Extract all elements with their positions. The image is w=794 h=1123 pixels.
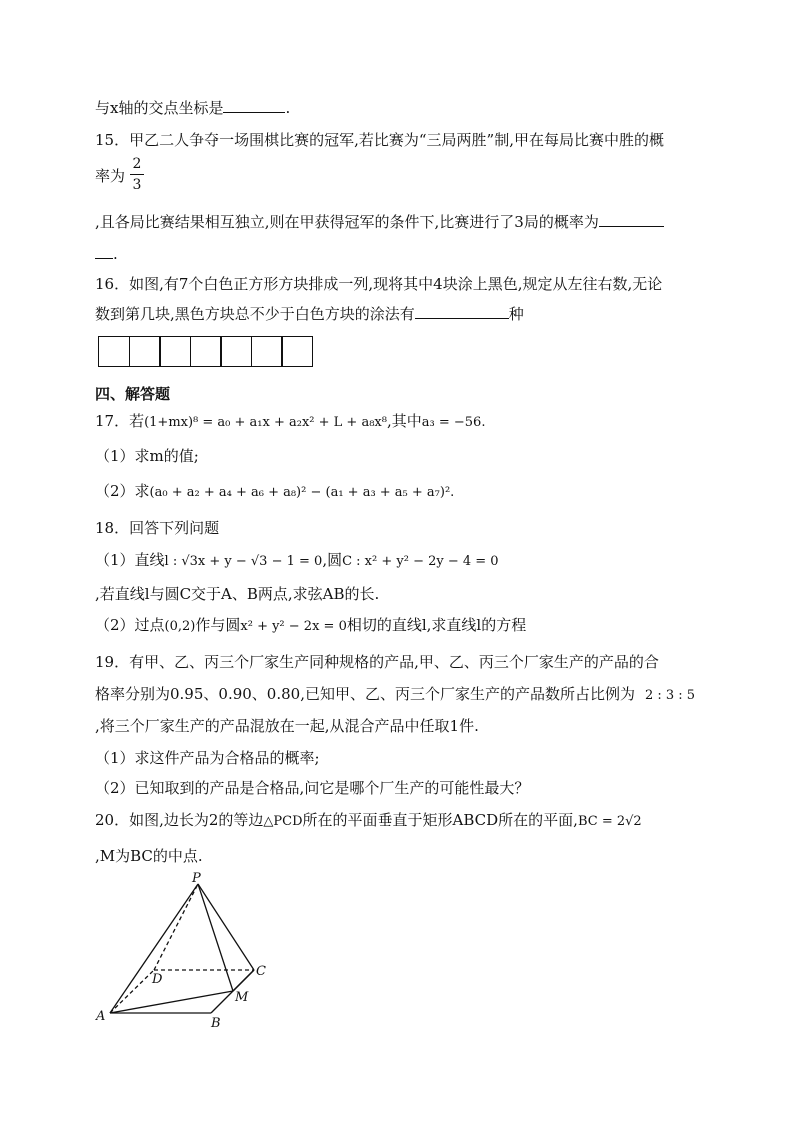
label-p: P	[192, 871, 201, 886]
q18-part1-cont: ,若直线l与圆C交于A、B两点,求弦AB的长.	[95, 585, 380, 603]
label-b: B	[211, 1016, 221, 1031]
q18-part2	[95, 615, 526, 637]
q17-expansion: (1+mx)⁸ = a₀ + a₁x + a₂x² + L + a₈x⁸	[144, 415, 387, 430]
line-equation: l : √3x + y − √3 − 1 = 0	[164, 554, 323, 569]
label-a: A	[96, 1009, 106, 1024]
edge-mc	[233, 970, 254, 991]
section-heading: 四、解答题	[95, 385, 171, 403]
q19-line1: 19．有甲、乙、丙三个厂家生产同种规格的产品,甲、乙、丙三个厂家生产的产品的合	[95, 653, 659, 671]
circle-equation: x² + y² − 2x = 0	[240, 619, 347, 634]
white-square	[190, 336, 222, 367]
q19-line3: ,将三个厂家生产的产品混放在一起,从混合产品中任取1件.	[95, 717, 479, 735]
white-square	[98, 336, 130, 367]
edge-pm	[198, 884, 233, 991]
q18-part1-mid: ,圆	[322, 551, 343, 569]
white-square	[281, 336, 313, 367]
q15-line2-prefix: 率为	[95, 167, 126, 185]
answer-blank	[223, 98, 285, 113]
q15-line1: 15．甲乙二人争夺一场围棋比赛的冠军,若比赛为“三局两胜”制,甲在每局比赛中胜的概	[95, 131, 664, 149]
q19-line2-text: 格率分别为0.95、0.90、0.80,已知甲、乙、丙三个厂家生产的产品数所占比例为	[95, 685, 635, 703]
q18-part1-prefix: （1）直线	[95, 551, 165, 569]
q18-title: 18．回答下列问题	[95, 519, 220, 537]
label-d: D	[152, 972, 163, 987]
q20-prefix: 20．如图,边长为2的等边	[95, 811, 264, 829]
q17-mid: ,其中	[386, 412, 422, 430]
answer-blank-cont	[95, 244, 113, 259]
triangle-pcd: △PCD	[263, 814, 303, 829]
q16-line2	[95, 304, 524, 324]
label-c: C	[256, 964, 266, 979]
edge-pa	[110, 884, 198, 1013]
white-square	[159, 336, 191, 367]
q14-tail: 与x轴的交点坐标是 .	[95, 99, 291, 117]
q20-mid: 所在的平面垂直于矩形ABCD所在的平面,	[302, 811, 578, 829]
q17-condition: a₃ = −56	[421, 415, 482, 430]
point-coordinates: (0,2)	[164, 619, 196, 634]
answer-blank	[415, 304, 509, 319]
q16-line2-suffix: 种	[508, 305, 524, 323]
circle-equation: C : x² + y² − 2y − 4 = 0	[342, 554, 499, 569]
q15-line4: .	[95, 244, 118, 264]
q17-part2-prefix: （2）求	[95, 482, 150, 500]
q15-line3	[95, 212, 664, 232]
ratio: 2 : 3 : 5	[644, 688, 696, 703]
white-square	[251, 336, 283, 367]
q15-fraction	[130, 156, 144, 193]
q17-prefix: 17．若	[95, 412, 145, 430]
q16-line1: 16．如图,有7个白色正方形方块排成一列,现将其中4块涂上黑色,规定从左往右数,无论	[95, 275, 663, 293]
q15-line2	[95, 166, 125, 186]
fraction-numerator: 2	[132, 156, 142, 172]
white-square	[129, 336, 161, 367]
q20-line1	[95, 810, 642, 832]
q19-line2	[95, 684, 695, 706]
bc-length: BC = 2√2	[577, 814, 642, 829]
label-m: M	[235, 990, 249, 1005]
q18-part2-suffix: 相切的直线l,求直线l的方程	[346, 616, 527, 634]
q19-part2: （2）已知取到的产品是合格品,问它是哪个厂生产的可能性最大？	[95, 779, 530, 797]
square-row	[98, 336, 313, 367]
fraction-bar	[130, 174, 144, 175]
edge-pd-hidden	[154, 884, 198, 970]
answer-blank	[599, 212, 664, 227]
q15-line3-text: ,且各局比赛结果相互独立,则在甲获得冠军的条件下,比赛进行了3局的概率为	[95, 213, 599, 231]
q18-part2-mid: 作与圆	[195, 616, 241, 634]
q20-line2: ,M为BC的中点.	[95, 847, 203, 865]
q16-line2-text: 数到第几块,黑色方块总不少于白色方块的涂法有	[95, 305, 415, 323]
q14-tail-text: 与x轴的交点坐标是	[95, 99, 224, 117]
edge-pc	[198, 884, 254, 970]
q17-part1: （1）求m的值;	[95, 447, 199, 465]
q19-part1: （1）求这件产品为合格品的概率;	[95, 749, 320, 767]
q18-part1	[95, 550, 499, 572]
fraction-denominator: 3	[132, 177, 142, 193]
q17-stem: 17．若(1+mx)⁸ = a₀ + a₁x + a₂x² + L + a₈x⁸,其中a₃ = −56.	[95, 412, 486, 430]
pyramid-figure	[88, 870, 288, 1040]
q17-part2: （2）求(a₀ + a₂ + a₄ + a₆ + a₈)² − (a₁ + a₃ + a₅ + a₇)².	[95, 482, 455, 500]
white-square	[220, 336, 252, 367]
q17-part2-expression: (a₀ + a₂ + a₄ + a₆ + a₈)² − (a₁ + a₃ + a₅ + a₇)²	[149, 485, 451, 500]
q18-part2-prefix: （2）过点	[95, 616, 165, 634]
